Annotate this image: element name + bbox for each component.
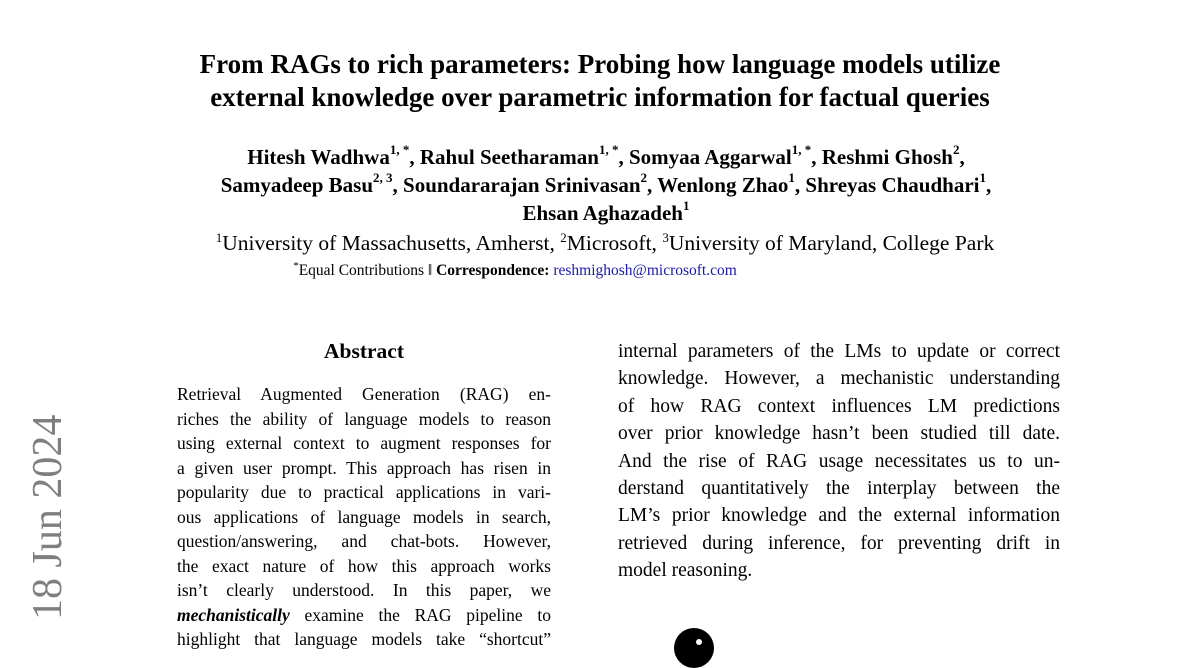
author-name: Ehsan Aghazadeh <box>522 201 683 225</box>
abstract-line: question/answering, and chat-bots. However, <box>177 531 551 551</box>
affil-name: University of Massachusetts, Amherst, <box>222 231 555 255</box>
body-line: internal parameters of the LMs to update or correct <box>618 341 1060 362</box>
author-sup: 1 <box>682 198 690 213</box>
arxiv-date-stamp: 18 Jun 2024 <box>25 414 71 620</box>
abstract-line: popularity due to practical applications in vari- <box>177 482 551 502</box>
body-line: And the rise of RAG usage necessitates us to un- <box>618 450 1060 472</box>
author-line-1: Hitesh Wadhwa$^{1, *}$, Rahul Seetharaman$^{1, *}$, Somyaa Aggarwal$^{1, *}$, Reshmi Ghosh$^2$, <box>247 142 965 169</box>
author-sup: 2 <box>952 142 960 157</box>
emphasis-mechanistically: mechanistically <box>177 604 290 625</box>
abstract-line-rest: examine the RAG pipeline to <box>289 604 551 625</box>
author-sup: 1, * <box>598 142 619 157</box>
abstract-line: the exact nature of how this approach works <box>177 555 551 576</box>
author-line-2: Samyadeep Basu$^{2, 3}$, Soundararajan Srinivasan$^2$, Wenlong Zhao$^1$, Shreyas Chaudhari$^1$, <box>220 170 992 197</box>
abstract-line: using external context to augment responses for <box>177 433 551 453</box>
author-name: Shreyas Chaudhari <box>805 173 980 197</box>
abstract-line: a given user prompt. This approach has risen in <box>177 457 551 478</box>
body-line: of how RAG context influences LM predictions <box>618 395 1060 417</box>
author-sup: 2 <box>640 170 647 185</box>
intro-text-column <box>618 338 1060 585</box>
separator: ‖ <box>427 262 433 279</box>
author-name: Samyadeep Basu <box>220 173 374 197</box>
body-line: retrieved during inference, for preventing drift in <box>618 532 1060 554</box>
author-line-3 <box>0 199 1200 227</box>
author-name: Reshmi Ghosh <box>821 145 953 169</box>
correspondence-email-link[interactable]: reshmighosh@microsoft.com <box>553 262 737 279</box>
abstract-line: highlight that language models take “shortcut” <box>177 629 551 649</box>
author-name: Wenlong Zhao <box>657 173 789 197</box>
author-sup: 1 <box>979 170 987 185</box>
abstract-line: Retrieval Augmented Generation (RAG) en- <box>177 384 551 404</box>
abstract-line: riches the ability of language models to reason <box>177 408 551 429</box>
abstract-line: isn’t clearly understood. In this paper, we <box>177 580 551 600</box>
paper-title <box>0 48 1200 114</box>
equal-contrib-text: Equal Contributions <box>298 262 424 279</box>
equal-contrib-marker: * <box>293 259 299 272</box>
body-line: knowledge. However, a mechanistic understanding <box>618 368 1060 390</box>
author-name: Hitesh Wadhwa <box>247 145 390 169</box>
author-name: Soundararajan Srinivasan <box>403 173 641 197</box>
author-sup: 1, * <box>389 142 410 157</box>
body-line: model reasoning. <box>618 560 753 582</box>
affil-sup: 2 <box>560 229 567 245</box>
body-line: over prior knowledge hasn’t been studied till date. <box>618 423 1060 445</box>
affil-sup: 1 <box>215 229 223 245</box>
abstract-body <box>177 382 551 652</box>
author-list <box>0 143 1200 227</box>
author-sup: 1, * <box>791 142 812 157</box>
title-line-1: From RAGs to rich parameters: Probing how language models utilize <box>199 49 1001 79</box>
correspondence-line <box>0 259 1030 283</box>
affil-sup: 3 <box>662 229 669 245</box>
body-line: LM’s prior knowledge and the external information <box>618 505 1060 527</box>
body-line: derstand quantitatively the interplay between the <box>618 477 1060 499</box>
abstract-heading: Abstract <box>323 339 404 363</box>
title-line-2: external knowledge over parametric information for factual queries <box>210 82 990 112</box>
affiliations <box>0 229 1200 257</box>
author-sup: 2, 3 <box>373 170 393 185</box>
abstract-line <box>177 603 551 628</box>
author-name: Somyaa Aggarwal <box>628 145 792 169</box>
affil-name: Microsoft, <box>566 231 657 255</box>
figure-icon-partial <box>674 628 714 668</box>
author-sup: 1 <box>788 170 795 185</box>
abstract-line: ous applications of language models in search, <box>177 506 551 527</box>
correspondence-label: Correspondence: <box>436 262 550 279</box>
affil-name: University of Maryland, College Park <box>668 231 995 255</box>
author-name: Rahul Seetharaman <box>419 145 599 169</box>
